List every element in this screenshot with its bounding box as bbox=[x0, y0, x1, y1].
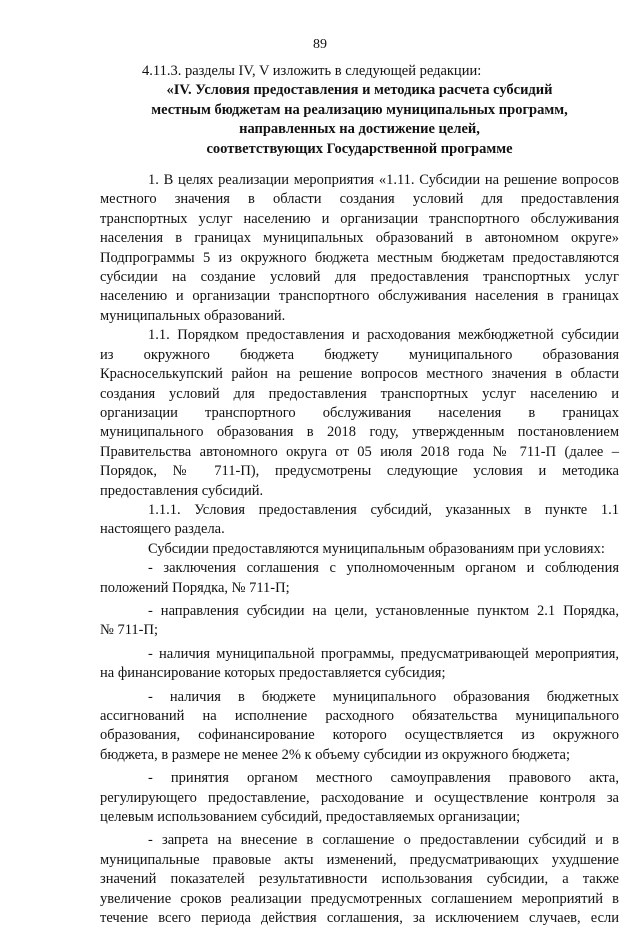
paragraph-line: - наличия муниципальной программы, предусматривающей мероприятия, bbox=[148, 645, 619, 662]
paragraph-line: субсидии на создание условий для предоставления транспортных услуг bbox=[100, 269, 619, 286]
paragraph-line: 1.1. Порядком предоставления и расходования межбюджетной субсидии bbox=[148, 327, 619, 344]
paragraph-line: - наличия в бюджете муниципального образования бюджетных bbox=[148, 688, 619, 705]
paragraph-4 bbox=[100, 540, 619, 559]
paragraph-line: ассигнований на исполнение расходного обязательства муниципального bbox=[100, 708, 619, 724]
paragraph-line: населения в границах муниципальных образований в автономном округе» bbox=[100, 230, 619, 247]
paragraph-line: положений Порядка, № 711-П; bbox=[100, 579, 290, 596]
paragraph-line: муниципальные правовые акты изменений, предусматривающих ухудшение bbox=[100, 851, 619, 868]
paragraph-line: Субсидии предоставляются муниципальным образованиям при условиях: bbox=[148, 540, 605, 557]
paragraph-line: предоставления субсидий. bbox=[100, 482, 264, 499]
paragraph-line: регулирующего предоставление, расходование и осуществление контроля за bbox=[100, 789, 619, 806]
condition-item bbox=[100, 831, 619, 928]
document-body bbox=[100, 62, 619, 928]
section-heading bbox=[100, 81, 619, 159]
paragraph-line: № 711-П; bbox=[100, 622, 158, 639]
condition-item bbox=[100, 559, 619, 598]
paragraph-line: транспортных услуг населению и организации транспортного обслуживания bbox=[100, 210, 619, 227]
paragraph-line: - заключения соглашения с уполномоченным органом и соблюдения bbox=[148, 560, 619, 577]
paragraph-line: увеличение сроков реализации предусмотренных соглашением мероприятий в bbox=[100, 890, 619, 907]
heading-line: «IV. Условия предоставления и методика расчета субсидий bbox=[166, 82, 553, 99]
condition-item bbox=[100, 645, 619, 684]
condition-item bbox=[100, 769, 619, 827]
paragraph-line: населению и организации транспортного обслуживания населения в границах bbox=[100, 288, 619, 305]
heading-line: местным бюджетам на реализацию муниципальных программ, bbox=[151, 101, 568, 118]
paragraph-line: бюджета, в размере не менее 2% к объему субсидии из окружного бюджета; bbox=[100, 746, 570, 763]
paragraph-3 bbox=[100, 501, 619, 540]
paragraph-2 bbox=[100, 326, 619, 501]
paragraph-line: Порядок, № 711-П), предусмотрены следующие условия и методика bbox=[100, 463, 619, 480]
intro-line: 4.11.3. разделы IV, V изложить в следующей редакции: bbox=[142, 63, 482, 79]
paragraph-line: 1. В целях реализации мероприятия «1.11. Субсидии на решение вопросов bbox=[148, 172, 619, 189]
paragraph-1 bbox=[100, 171, 619, 326]
paragraph-line: местного значения в области создания условий для предоставления bbox=[100, 191, 619, 208]
heading-line: направленных на достижение целей, bbox=[239, 121, 480, 138]
paragraph-line: муниципальных образований. bbox=[100, 307, 286, 324]
condition-item bbox=[100, 602, 619, 641]
paragraph-line: - направления субсидии на цели, установленные пунктом 2.1 Порядка, bbox=[148, 602, 619, 619]
page-number: 89 bbox=[313, 37, 327, 52]
paragraph-line: образования, софинансирование которого осуществляется из окружного bbox=[100, 727, 619, 744]
paragraph-line: организации транспортного обслуживания населения в границах bbox=[100, 404, 619, 421]
heading-line: соответствующих Государственной программе bbox=[206, 140, 513, 157]
paragraph-line: 1.1.1. Условия предоставления субсидий, указанных в пункте 1.1 bbox=[148, 501, 619, 518]
paragraph-line: - принятия органом местного самоуправления правового акта, bbox=[148, 770, 619, 787]
paragraph-line: муниципального образования в 2018 году, утвержденным постановлением bbox=[100, 424, 619, 441]
paragraph-line: Подпрограммы 5 из окружного бюджета местным бюджетам предоставляются bbox=[100, 249, 619, 266]
condition-item bbox=[100, 688, 619, 766]
paragraph-line: настоящего раздела. bbox=[100, 521, 225, 538]
paragraph-line: течение всего периода действия соглашения, за исключением случаев, если bbox=[100, 910, 619, 927]
paragraph-line: значений показателей результативности использования субсидии, а также bbox=[100, 871, 619, 888]
paragraph-line: Правительства автономного округа от 05 июля 2018 года № 711-П (далее – bbox=[100, 443, 619, 460]
paragraph-line: из окружного бюджета бюджету муниципального образования bbox=[100, 346, 619, 363]
paragraph-line: на финансирование которых предоставляется субсидия; bbox=[100, 665, 446, 682]
paragraph-line: Красноселькупский район на решение вопросов местного значения в области bbox=[100, 366, 619, 383]
paragraph-line: - запрета на внесение в соглашение о предоставлении субсидий и в bbox=[148, 832, 619, 849]
paragraph-line: создания условий для предоставления транспортных услуг населению и bbox=[100, 385, 619, 402]
paragraph-line: целевым использованием субсидий, предоставляемых организации; bbox=[100, 809, 521, 826]
